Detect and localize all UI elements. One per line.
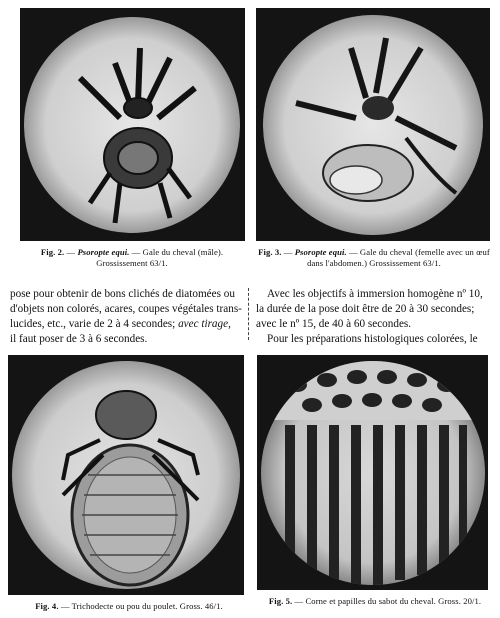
- right-line-2: la durée de la pose doit être de 20 à 30 secondes;: [256, 303, 475, 315]
- right-line-1: Avec les objectifs à immersion homogène nº 10,: [267, 288, 483, 300]
- left-text-column: [10, 287, 242, 347]
- figure-5-photomicrograph: [257, 355, 488, 590]
- figure-3-species: Psoropte equi.: [294, 247, 347, 257]
- right-text-column: [256, 287, 488, 347]
- right-line-4: Pour les préparations histologiques colorées, le: [267, 333, 478, 345]
- figure-3-label: Fig. 3.: [258, 247, 282, 257]
- figure-5-label: Fig. 5.: [268, 596, 293, 606]
- figure-4-description: Trichodecte ou pou du poulet. Gross. 46/1.: [71, 601, 223, 611]
- column-divider: [248, 288, 249, 340]
- right-line-3: avec le nº 15, de 40 à 60 secondes.: [256, 318, 412, 330]
- left-line-3: lucides, etc., varie de 2 à 4 secondes; avec tirage,: [10, 318, 231, 330]
- figure-3-photomicrograph: [256, 8, 490, 241]
- figure-3-magnification: dans l'abdomen.) Grossissement 63/1.: [307, 258, 441, 268]
- figure-2-dash: —: [64, 247, 78, 257]
- left-line-1: pose pour obtenir de bons clichés de diatomées ou: [10, 288, 235, 300]
- figure-2-description: — Gale du cheval (mâle).: [129, 247, 224, 257]
- figure-3-caption: [252, 247, 496, 269]
- figure-4-photomicrograph: [8, 355, 244, 595]
- figure-2-label: Fig. 2.: [40, 247, 65, 257]
- figure-2-photomicrograph: [20, 8, 245, 241]
- figure-3-dash: —: [281, 247, 295, 257]
- figure-5-caption: [255, 596, 495, 607]
- figure-2-magnification: Grossissement 63/1.: [96, 258, 168, 268]
- figure-5-dash: —: [292, 596, 306, 606]
- figure-4-dash: —: [58, 601, 72, 611]
- figure-3-description: — Gale du cheval (femelle avec un œuf: [346, 247, 490, 257]
- figure-2-caption: [24, 247, 240, 269]
- left-line-2: d'objets non colorés, acares, coupes végétales trans-: [10, 303, 242, 315]
- figure-4-caption: [24, 601, 234, 612]
- figure-4-label: Fig. 4.: [35, 601, 59, 611]
- figure-2-species: Psoropte equi.: [77, 247, 130, 257]
- left-line-4: il faut poser de 3 à 6 secondes.: [10, 333, 148, 345]
- figure-5-description: Corne et papilles du sabot du cheval. Gross. 20/1.: [305, 596, 482, 606]
